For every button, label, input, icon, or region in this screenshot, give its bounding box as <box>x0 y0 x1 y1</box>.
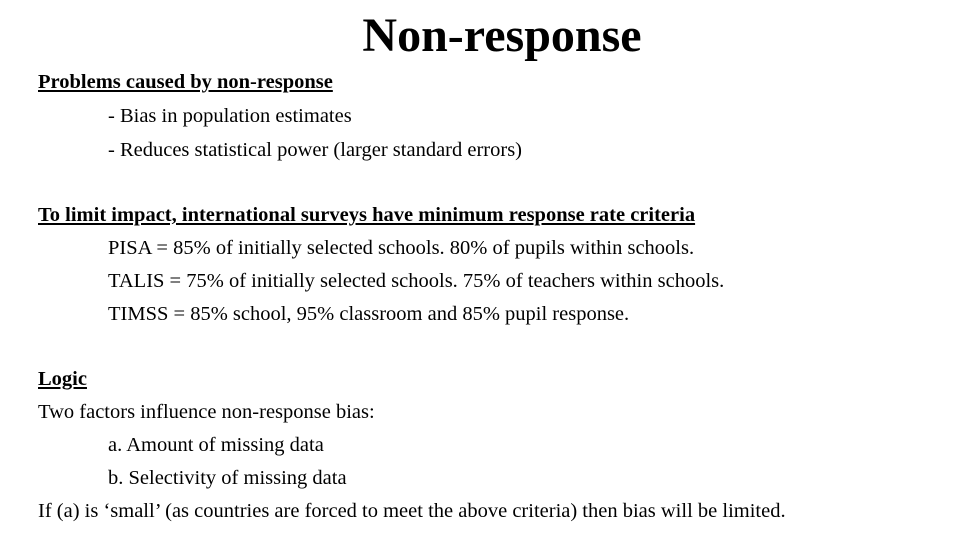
criteria-heading: To limit impact, international surveys have minimum response rate criteria <box>38 204 696 226</box>
logic-item: b. Selectivity of missing data <box>108 467 347 489</box>
logic-intro: Two factors influence non-response bias: <box>38 401 375 423</box>
criteria-item-talis: TALIS = 75% of initially selected schools. 75% of teachers within schools. <box>108 270 725 292</box>
logic-heading: Logic <box>38 368 87 390</box>
criteria-item-pisa: PISA = 85% of initially selected schools. 80% of pupils within schools. <box>108 237 695 259</box>
slide-title: Non-response <box>362 9 642 62</box>
criteria-item-timss: TIMSS = 85% school, 95% classroom and 85% pupil response. <box>108 303 630 325</box>
problem-item: - Bias in population estimates <box>108 105 352 127</box>
logic-item: a. Amount of missing data <box>108 434 324 456</box>
problem-item: - Reduces statistical power (larger standard errors) <box>108 139 523 161</box>
logic-conclusion: If (a) is ‘small’ (as countries are forced to meet the above criteria) then bias will be limited. <box>38 500 786 522</box>
problems-heading: Problems caused by non-response <box>38 71 333 93</box>
